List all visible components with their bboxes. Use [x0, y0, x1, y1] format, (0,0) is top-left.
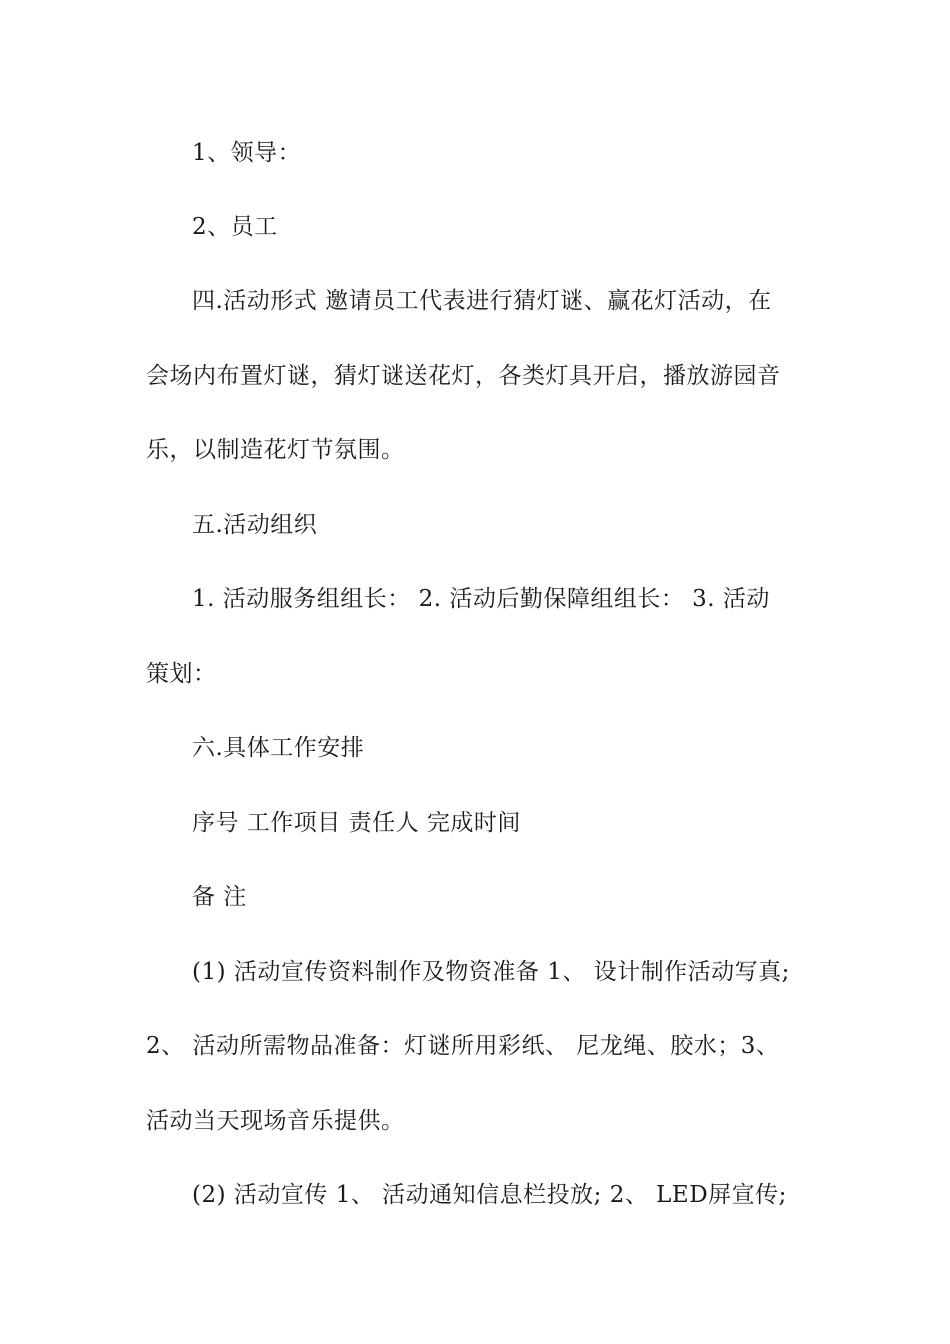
- item-two-line: (2) 活动宣传 1、 活动通知信息栏投放; 2、 LED屏宣传;: [192, 1182, 787, 1208]
- table-header-line: 序号 工作项目 责任人 完成时间: [192, 810, 521, 836]
- paragraph-line: 活动当天现场音乐提供。: [146, 1108, 405, 1134]
- paragraph-line: 乐，以制造花灯节氛围。: [146, 437, 405, 463]
- section-six-heading: 六.具体工作安排: [192, 735, 365, 761]
- remarks-line: 备 注: [192, 884, 247, 910]
- paragraph-line: 2、 活动所需物品准备：灯谜所用彩纸、 尼龙绳、胶水；3、: [146, 1033, 780, 1059]
- leader-line: 1、领导：: [192, 140, 302, 166]
- paragraph-line: 会场内布置灯谜，猜灯谜送花灯，各类灯具开启，播放游园音: [146, 363, 781, 389]
- staff-line: 2、员工: [192, 214, 278, 240]
- item-one-line: (1) 活动宣传资料制作及物资准备 1、 设计制作活动写真;: [192, 959, 790, 985]
- section-four-heading: 四.活动形式 邀请员工代表进行猜灯谜、赢花灯活动，在: [192, 288, 772, 314]
- section-five-heading: 五.活动组织: [192, 512, 318, 538]
- paragraph-line: 策划：: [146, 661, 217, 687]
- organization-line: 1. 活动服务组组长： 2. 活动后勤保障组组长： 3. 活动: [192, 586, 770, 612]
